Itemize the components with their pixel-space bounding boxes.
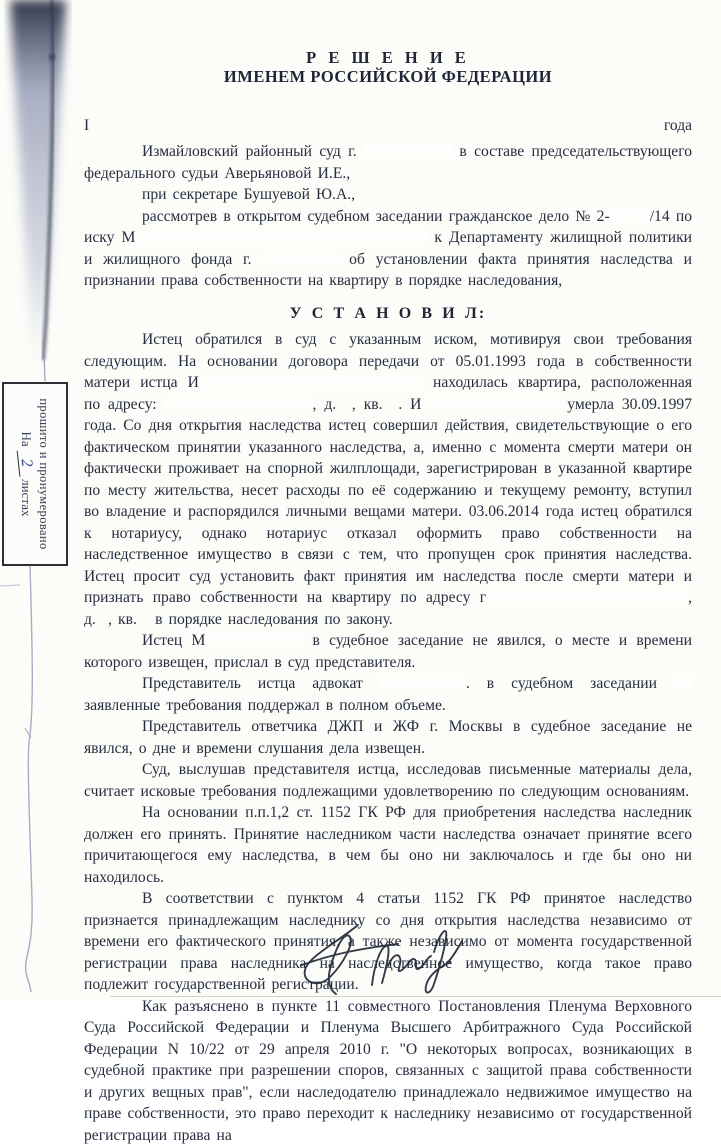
paragraph: Измайловский районный суд г. в составе председательствующего федерального судьи Аверьяновой И.Е., bbox=[84, 141, 692, 184]
redaction-gap bbox=[364, 144, 452, 156]
document-content bbox=[84, 48, 692, 1146]
title-line-reshenie: Р Е Ш Е Н И Е bbox=[84, 48, 692, 67]
binding-stamp-text bbox=[4, 384, 66, 564]
paragraph: Представитель истца адвокат . в судебном заседании заявленные требования поддержал в полном объеме. bbox=[84, 673, 692, 716]
paragraph: рассмотрев в открытом судебном заседании гражданское дело № 2- /14 по иску М к Департаменту жилищной политики и жилищного фонда г. об установлении факта принятия наследства и признании права собственности на квартиру в порядке наследования, bbox=[84, 206, 692, 292]
paragraph: при секретаре Бушуевой Ю.А., bbox=[84, 184, 692, 206]
document-title bbox=[84, 48, 692, 87]
paragraph: Представитель ответчика ДЖП и ЖФ г. Москвы в судебное заседание не явился, о дне и времени слушания дела извещен. bbox=[84, 716, 692, 759]
stamp-line1: прошито и пронумеровано bbox=[37, 398, 52, 549]
redaction-gap bbox=[486, 590, 688, 602]
stamp-prefix: На bbox=[20, 432, 35, 447]
redaction-gap bbox=[380, 676, 466, 688]
date-line bbox=[84, 117, 692, 135]
redaction-gap bbox=[205, 633, 303, 645]
paragraph: В соответствии с пунктом 4 статьи 1152 ГК РФ принятое наследство признается принадлежащим наследнику со дня открытия наследства независимо от времени его фактического принятия, а также независимо от момента государственной регистрации права наследника на наследственное имущество, когда такое право подлежит государственной регистрации. bbox=[84, 888, 692, 996]
section-heading: У С Т А Н О В И Л: bbox=[84, 303, 692, 325]
date-line-right: года bbox=[664, 117, 692, 135]
stamp-sheet-count-handwritten: 2 bbox=[17, 449, 35, 476]
redaction-gap bbox=[421, 397, 559, 409]
binding-stamp bbox=[2, 382, 68, 566]
paragraph: На основании п.п.1,2 ст. 1152 ГК РФ для приобретения наследства наследник должен его принять. Принятие наследником части наследства означает принятие всего причитающегося ему наследства, в чем бы оно ни заключалось и где бы оно ни находилось. bbox=[84, 802, 692, 888]
paragraph: Истец М в судебное заседание не явился, о месте и времени которого извещен, прислал в суд представителя. bbox=[84, 630, 692, 673]
redaction-gap bbox=[262, 252, 338, 264]
title-line-imenem: ИМЕНЕМ РОССИЙСКОЙ ФЕДЕРАЦИИ bbox=[84, 67, 692, 87]
redaction-gap bbox=[199, 375, 423, 387]
stamp-suffix: листах bbox=[20, 479, 35, 516]
paragraph: Истец обратился в суд с указанным иском, мотивируя свои требования следующим. На основании договора передачи от 05.01.1993 года в собственности матери истца И находилась квартира, расположенная по адресу: , д. , кв. . И умерла 30.09.1997 года. Со дня открытия наследства истец совершил действия, свидетельствующие о его фактическом принятии указанного наследства, а, именно с момента смерти матери он фактически проживает на спорной жилплощади, зарегистрирован в указанной квартире по месту жительства, несет расходы по её содержанию и текущему ремонту, вступил во владение и распорядился личными вещами матери. 03.06.2014 года истец обратился к нотариусу, однако нотариус отказал оформить право собственности на наследственное имущество в связи с тем, что пропущен срок принятия наследства. Истец просит суд установить факт принятия им наследства после смерти матери и признать право собственности на квартиру по адресу г , д. , кв. в порядке наследования по закону. bbox=[84, 329, 692, 630]
date-line-left: I bbox=[84, 117, 89, 135]
stamp-line2 bbox=[19, 432, 35, 517]
paragraph: Суд, выслушав представителя истца, исследовав письменные материалы дела, считает исковые требования подлежащими удовлетворению по следующим основаниям. bbox=[84, 759, 692, 802]
scan-bottom-edge bbox=[110, 996, 721, 997]
redaction-gap bbox=[165, 397, 313, 409]
redaction-gap bbox=[674, 676, 692, 688]
paragraph: Как разъяснено в пункте 11 совместного Постановления Пленума Верховного Суда Российской Федерации и Пленума Высшего Арбитражного Суда Российской Федерации N 10/22 от 29 апреля 2010 г. "О некоторых вопросах, возникающих в судебной практике при разрешении споров, связанных с защитой права собственности и других вещных прав", если наследодателю принадлежало недвижимое имущество на праве собственности, это право переходит к наследнику независимо от государственной регистрации права на bbox=[84, 996, 692, 1146]
redaction-gap bbox=[135, 230, 427, 242]
redaction-gap bbox=[610, 209, 650, 221]
